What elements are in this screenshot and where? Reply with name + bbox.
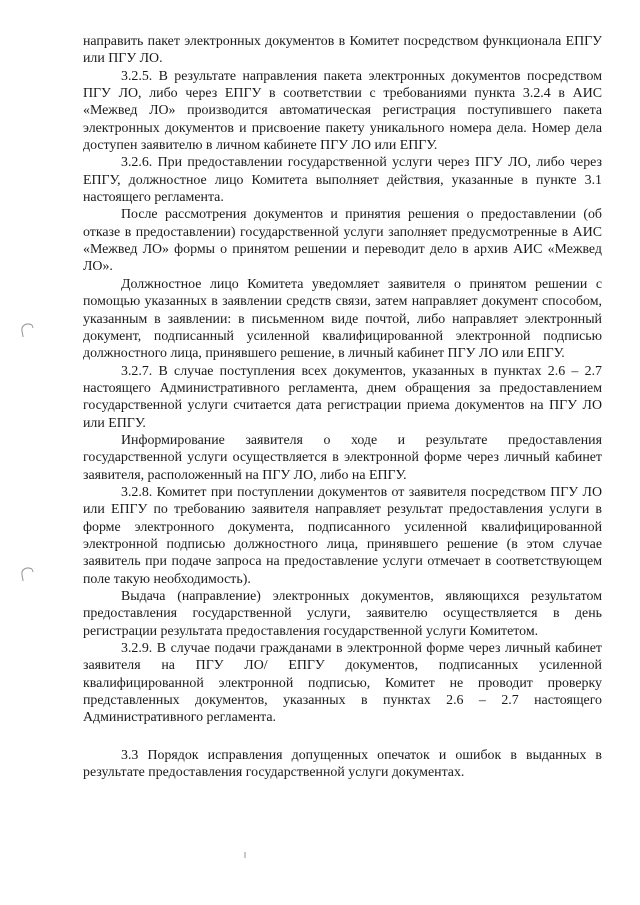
section-heading-3-3: 3.3 Порядок исправления допущенных опечаток и ошибок в выданных в результате предоставления государственной услуги документах. — [83, 747, 602, 781]
paragraph-3-2-5: 3.2.5. В результате направления пакета электронных документов посредством ПГУ ЛО, либо через ЕПГУ в соответствии с требованиями пункта 3.2.4 в АИС «Межвед ЛО» производится автоматическая регистрация поступившего пакета электронных документов и присвоение пакету уникального номера дела. Номер дела доступен заявителю в личном кабинете ПГУ ЛО или ЕПГУ. — [83, 68, 602, 154]
document-body — [83, 33, 602, 781]
paragraph-3-2-6: 3.2.6. При предоставлении государственной услуги через ПГУ ЛО, либо через ЕПГУ, должностное лицо Комитета выполняет действия, указанные в пункте 3.1 настоящего регламента. — [83, 155, 602, 206]
paragraph-3-2-7: 3.2.7. В случае поступления всех документов, указанных в пунктах 2.6 – 2.7 настоящего Административного регламента, днем обращения за предоставлением государственной услуги считается дата регистрации приема документов на ПГУ ЛО или ЕПГУ. — [83, 363, 602, 431]
paragraph-document-issuance: Выдача (направление) электронных документов, являющихся результатом предоставления государственной услуги, заявителю осуществляется в день регистрации результата предоставления государственной услуги Комитетом. — [83, 589, 602, 639]
paragraph-informing-applicant: Информирование заявителя о ходе и результате предоставления государственной услуги осуществляется в электронной форме через личный кабинет заявителя, расположенный на ПГУ ЛО, либо на ЕПГУ. — [83, 432, 602, 483]
paragraph-continuation: направить пакет электронных документов в Комитет посредством функционала ЕПГУ или ПГУ ЛО. — [83, 34, 602, 67]
binder-hole-mark-lower — [20, 566, 34, 582]
binder-hole-mark-upper — [20, 322, 34, 338]
paragraph-decision-processing: После рассмотрения документов и принятия решения о предоставлении (об отказе в предоставлении) государственной услуги заполняет предусмотренные в АИС «Межвед ЛО» формы о принятом решении и переводит дело в архив АИС «Межвед ЛО». — [83, 207, 602, 275]
paragraph-applicant-notification: Должностное лицо Комитета уведомляет заявителя о принятом решении с помощью указанных в заявлении средств связи, затем направляет документ способом, указанным в заявлении: в письменном виде почтой, либо направляет электронный документ, подписанный усиленной квалифицированной электронной подписью должностного лица, принявшего решение, в личный кабинет ПГУ ЛО или ЕПГУ. — [83, 276, 602, 362]
paragraph-3-2-8: 3.2.8. Комитет при поступлении документов от заявителя посредством ПГУ ЛО или ЕПГУ по требованию заявителя направляет результат предоставления услуги в форме электронного документа, подписанного усиленной квалифицированной электронной подписью должностного лица, принявшего решение (в этом случае заявитель при подаче запроса на предоставление услуги отмечает в соответствующем поле такую необходимость). — [83, 484, 602, 587]
scan-artifact-mark — [244, 852, 246, 858]
paragraph-3-2-9: 3.2.9. В случае подачи гражданами в электронной форме через личный кабинет заявителя на ПГУ ЛО/ ЕПГУ документов, подписанных усиленной квалифицированной электронной подписью, Комитет не проводит проверку представленных документов, указанных в пунктах 2.6 – 2.7 настоящего Административного регламента. — [83, 641, 602, 726]
